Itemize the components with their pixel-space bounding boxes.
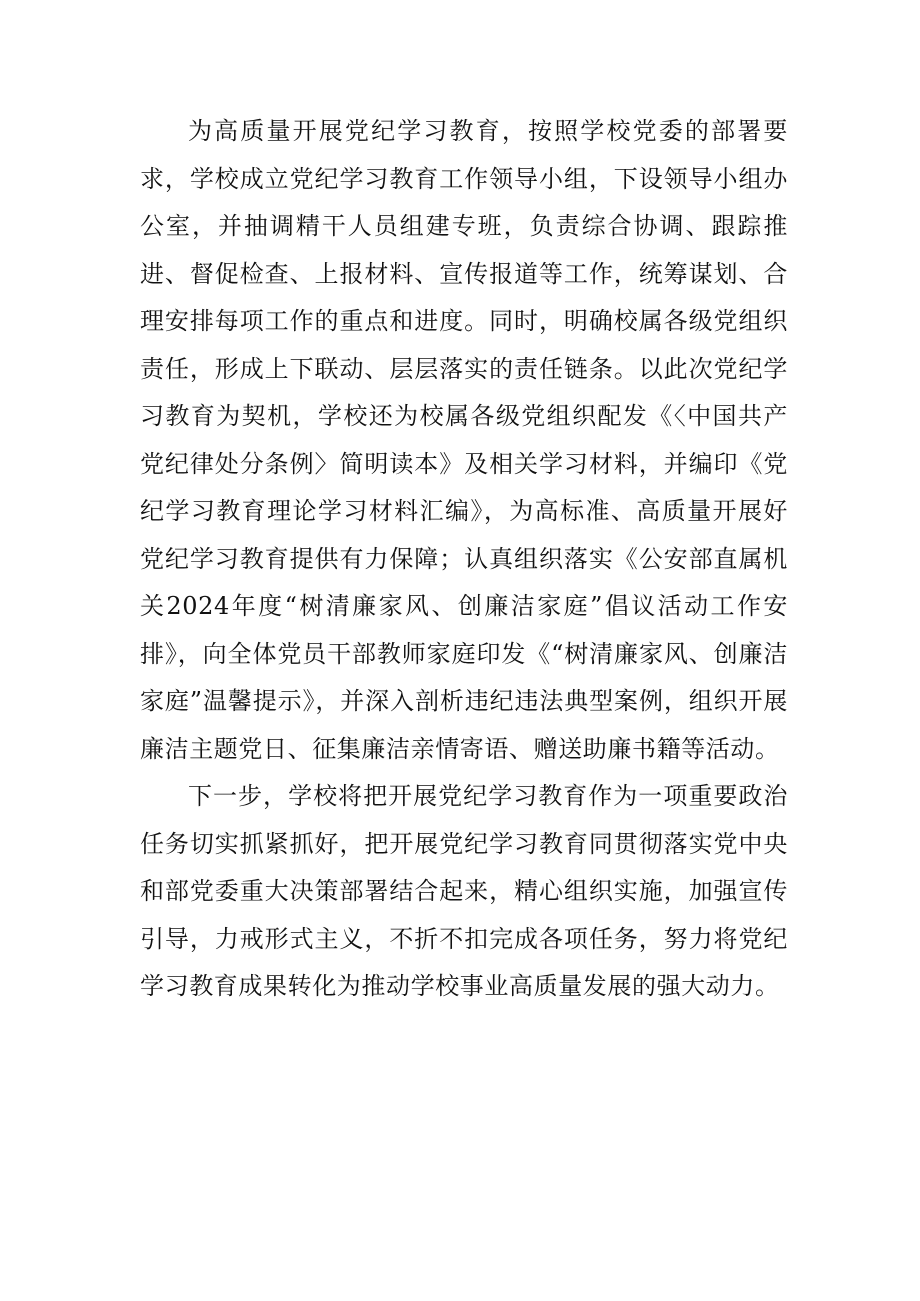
- document-body: [140, 108, 788, 1011]
- paragraph-2: 下一步，学校将把开展党纪学习教育作为一项重要政治任务切实抓紧抓好，把开展党纪学习教育同贯彻落实党中央和部党委重大决策部署结合起来，精心组织实施，加强宣传引导，力戒形式主义，不折不扣完成各项任务，努力将党纪学习教育成果转化为推动学校事业高质量发展的强大动力。: [140, 782, 788, 1000]
- paragraph-1: 为高质量开展党纪学习教育，按照学校党委的部署要求，学校成立党纪学习教育工作领导小组，下设领导小组办公室，并抽调精干人员组建专班，负责综合协调、跟踪推进、督促检查、上报材料、宣传报道等工作，统筹谋划、合理安排每项工作的重点和进度。同时，明确校属各级党组织责任，形成上下联动、层层落实的责任链条。以此次党纪学习教育为契机，学校还为校属各级党组织配发《〈中国共产党纪律处分条例〉简明读本》及相关学习材料，并编印《党纪学习教育理论学习材料汇编》，为高标准、高质量开展好党纪学习教育提供有力保障；认真组织落实《公安部直属机关2024年度“树清廉家风、创廉洁家庭”倡议活动工作安排》，向全体党员干部教师家庭印发《“树清廉家风、创廉洁家庭”温馨提示》，并深入剖析违纪违法典型案例，组织开展廉洁主题党日、征集廉洁亲情寄语、赠送助廉书籍等活动。: [140, 117, 788, 763]
